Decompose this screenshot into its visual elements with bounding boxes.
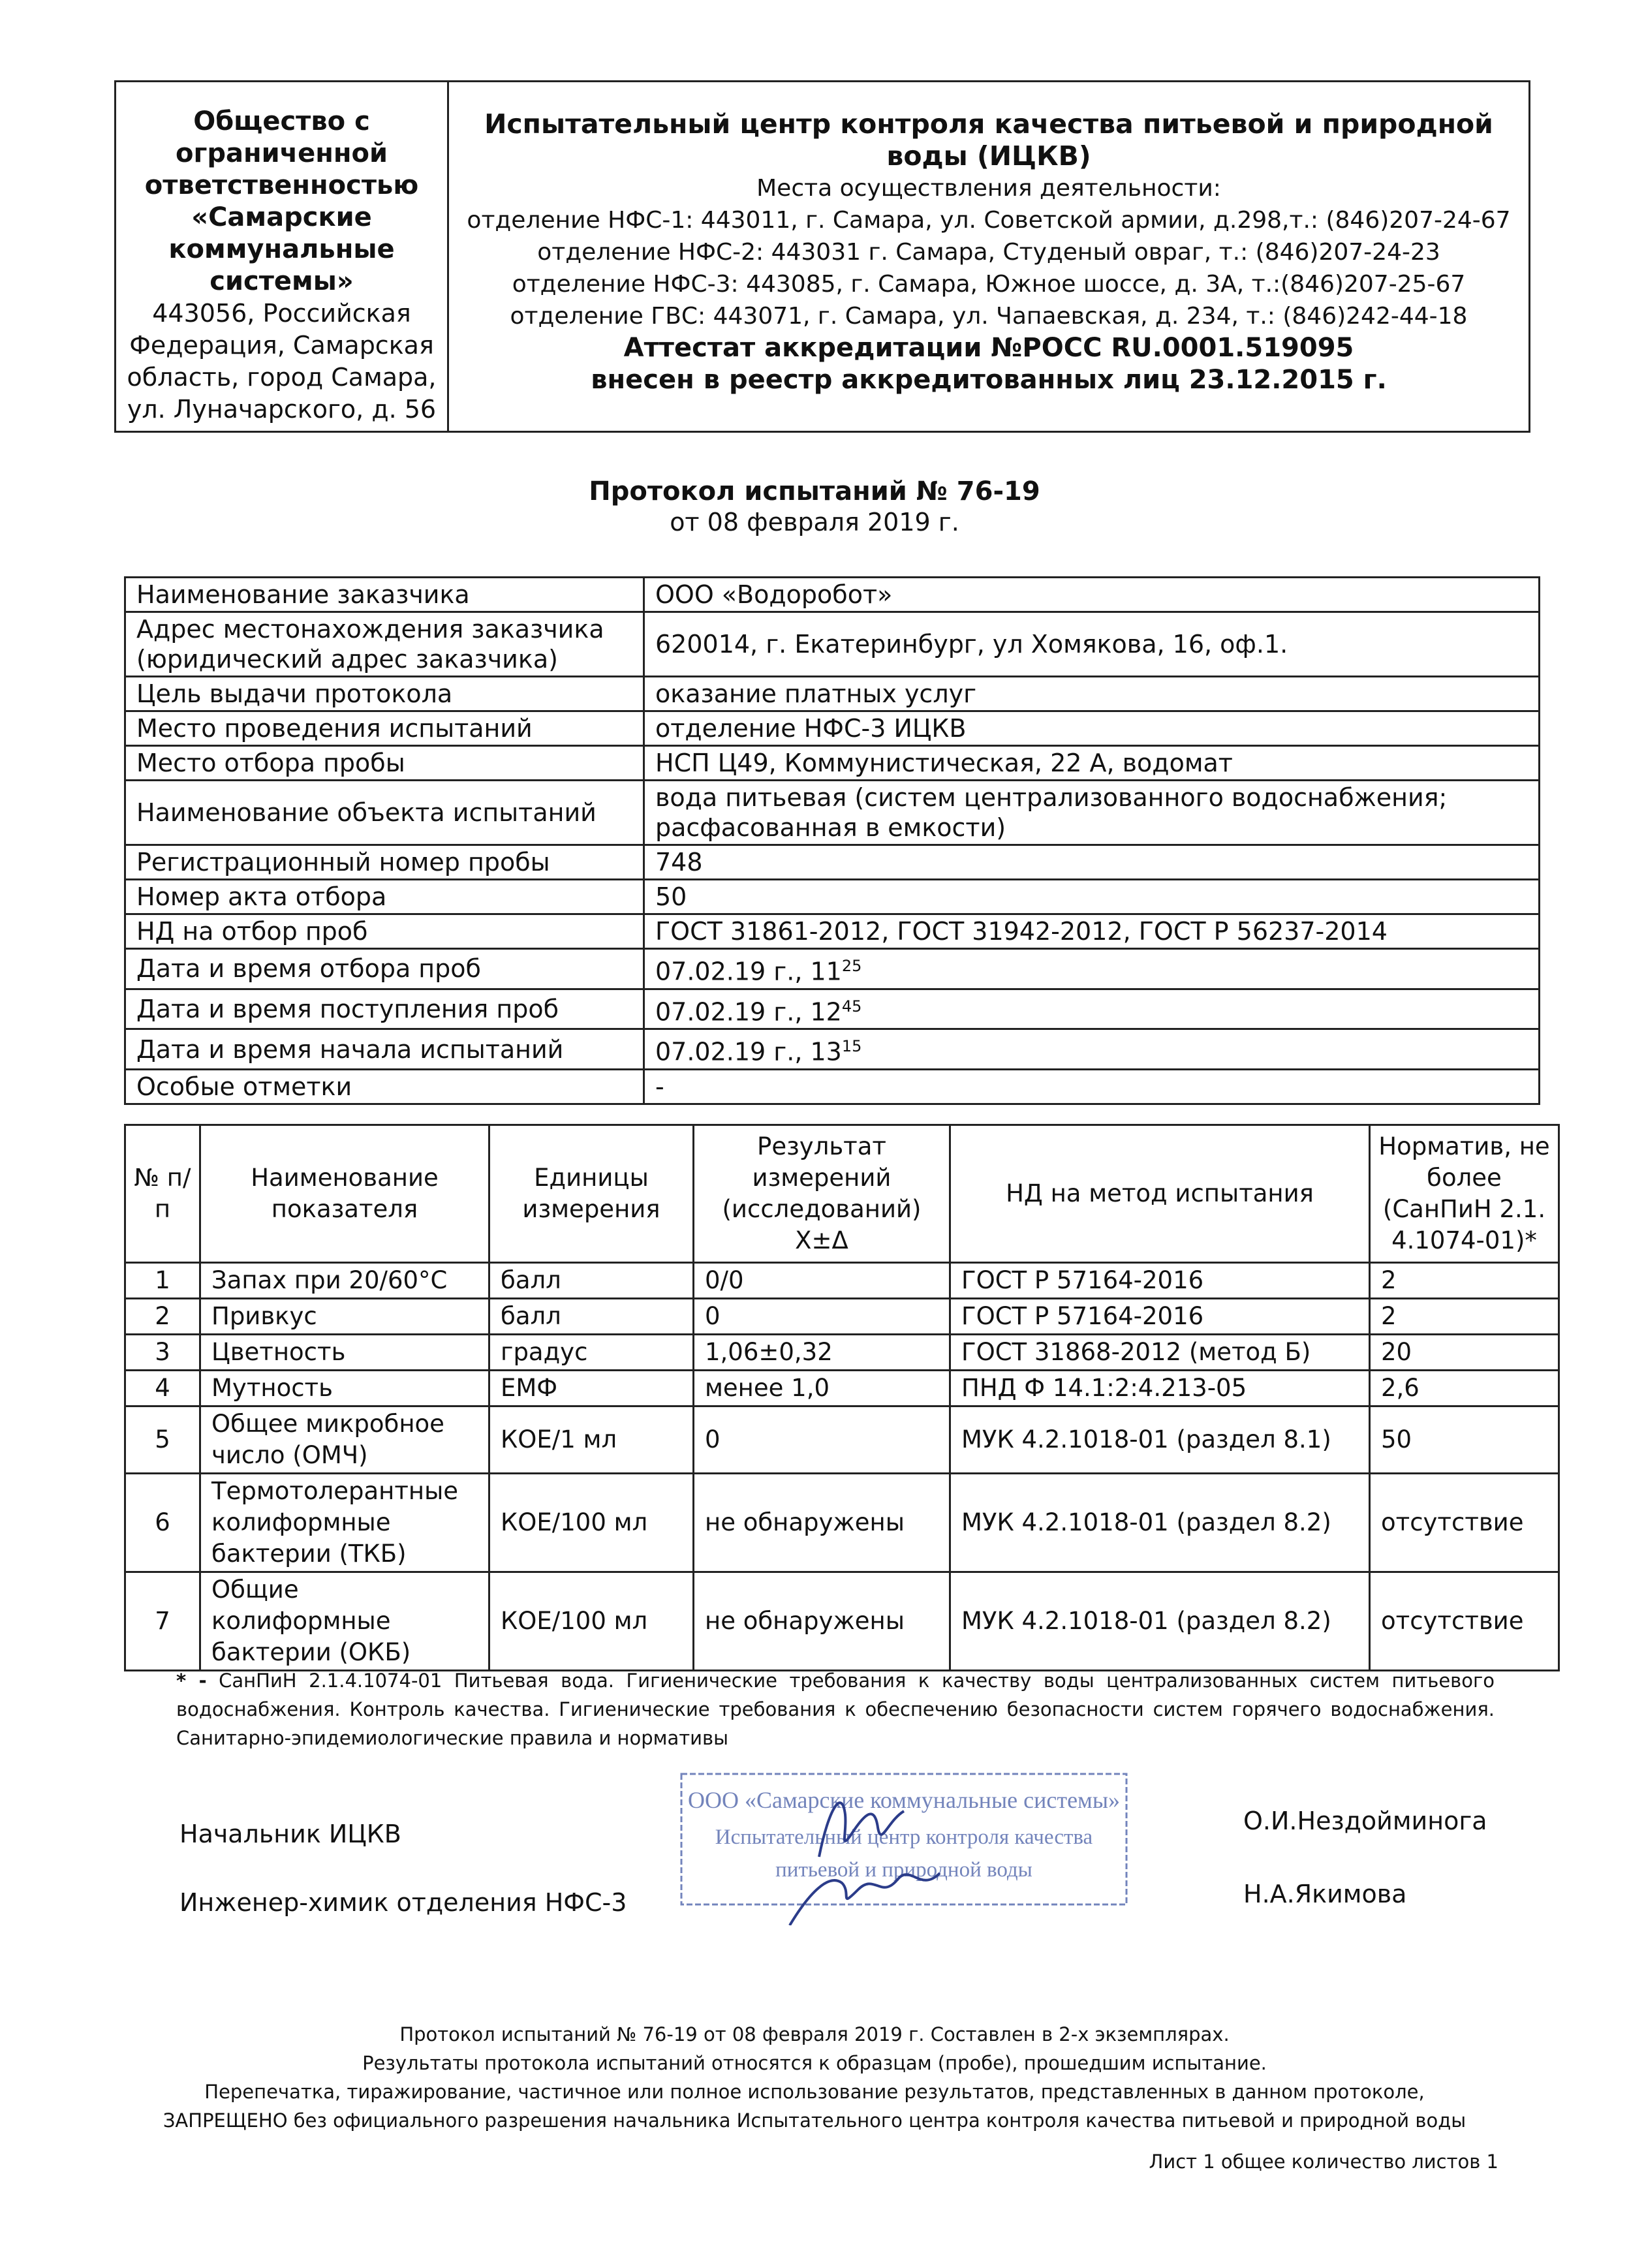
info-row [125, 578, 1540, 612]
result-unit: балл [489, 1263, 694, 1299]
result-row [125, 1263, 1559, 1299]
info-value-text: 07.02.19 г., 11 [655, 957, 842, 986]
header-norm: Норматив, не более (СанПиН 2.1. 4.1074-01)* [1370, 1125, 1559, 1263]
result-method: ПНД Ф 14.1:2:4.213-05 [950, 1371, 1370, 1406]
branch-gvs: отделение ГВС: 443071, г. Самара, ул. Чапаевская, д. 234, т.: (846)242-44-18 [510, 303, 1468, 330]
info-key: НД на отбор проб [125, 914, 644, 949]
info-row [125, 880, 1540, 914]
info-key: Наименование заказчика [125, 578, 644, 612]
info-value [644, 711, 1540, 746]
result-unit: КОЕ/100 мл [489, 1572, 694, 1671]
info-value-text: - [655, 1072, 664, 1101]
result-value: 1,06±0,32 [694, 1335, 950, 1371]
info-value-text: 07.02.19 г., 12 [655, 997, 842, 1027]
header-result: Результат измерений (исследований) X±Δ [694, 1125, 950, 1263]
results-header-row [125, 1125, 1559, 1263]
organization-stamp [679, 1769, 1129, 1925]
info-key: Наименование объекта испытаний [125, 781, 644, 845]
info-value [644, 1029, 1540, 1070]
info-row [125, 677, 1540, 711]
info-row [125, 746, 1540, 781]
result-unit: КОЕ/1 мл [489, 1406, 694, 1474]
info-value [644, 1069, 1540, 1104]
result-unit: балл [489, 1299, 694, 1335]
result-indicator: Привкус [200, 1299, 489, 1335]
info-row [125, 845, 1540, 880]
info-key: Адрес местонахождения заказчика (юридический адрес заказчика) [125, 612, 644, 677]
info-value [644, 880, 1540, 914]
result-method: ГОСТ Р 57164-2016 [950, 1263, 1370, 1299]
info-value-text: ГОСТ 31861-2012, ГОСТ 31942-2012, ГОСТ Р 56237-2014 [655, 917, 1388, 946]
branch-nfs1: отделение НФС-1: 443011, г. Самара, ул. Советской армии, д.298,т.: (846)207-24-67 [467, 207, 1511, 234]
info-row [125, 1069, 1540, 1104]
info-row [125, 781, 1540, 845]
info-value-text: оказание платных услуг [655, 679, 977, 708]
result-method: МУК 4.2.1018-01 (раздел 8.2) [950, 1572, 1370, 1671]
test-center-title: Испытательный центр контроля качества питьевой и природной воды (ИЦКВ) [484, 108, 1493, 172]
result-num: 5 [125, 1406, 200, 1474]
footnote-text: СанПиН 2.1.4.1074-01 Питьевая вода. Гигиенические требования к качеству воды централизованных систем питьевого водоснабжения. Контроль качества. Гигиенические требования к обеспечению безопасности систем горячего водоснабжения. Санитарно-эпидемиологические правила и нормативы [176, 1670, 1495, 1749]
info-row [125, 1029, 1540, 1070]
info-value [644, 746, 1540, 781]
result-row [125, 1406, 1559, 1474]
page-count: Лист 1 общее количество листов 1 [1149, 2151, 1498, 2173]
footnote [176, 1666, 1495, 1752]
result-indicator: Общее микробное число (ОМЧ) [200, 1406, 489, 1474]
result-row [125, 1335, 1559, 1371]
footer-line-forbidden: ЗАПРЕЩЕНО без официального разрешения начальника Испытательного центра контроля качества питьевой и природной воды [163, 2109, 1466, 2132]
info-value [644, 781, 1540, 845]
result-method: ГОСТ Р 57164-2016 [950, 1299, 1370, 1335]
result-norm: 2 [1370, 1263, 1559, 1299]
time-minutes: 15 [841, 1037, 862, 1056]
result-unit: КОЕ/100 мл [489, 1474, 694, 1572]
result-value: не обнаружены [694, 1474, 950, 1572]
info-key: Дата и время поступления проб [125, 989, 644, 1029]
signature-role-engineer: Инженер-химик отделения НФС-3 [179, 1888, 627, 1917]
info-row [125, 989, 1540, 1029]
result-num: 2 [125, 1299, 200, 1335]
accreditation-number: Аттестат аккредитации №РОСС RU.0001.519095 [623, 333, 1354, 363]
footer-line-reprint: Перепечатка, тиражирование, частичное или полное использование результатов, представленных в данном протоколе, [204, 2081, 1425, 2103]
result-row [125, 1299, 1559, 1335]
protocol-title: Протокол испытаний № 76-19 [589, 476, 1040, 506]
info-key: Место отбора пробы [125, 746, 644, 781]
info-key: Номер акта отбора [125, 880, 644, 914]
organization-name: Общество с ограниченной ответственностью «Самарские коммунальные системы» [144, 106, 419, 296]
branch-nfs3: отделение НФС-3: 443085, г. Самара, Южное шоссе, д. 3А, т.:(846)207-25-67 [512, 271, 1466, 298]
info-value-text: отделение НФС-3 ИЦКВ [655, 714, 967, 743]
info-value-text: 620014, г. Екатеринбург, ул Хомякова, 16, оф.1. [655, 630, 1288, 659]
result-row [125, 1371, 1559, 1406]
result-norm: 2,6 [1370, 1371, 1559, 1406]
result-norm: 2 [1370, 1299, 1559, 1335]
result-value: 0/0 [694, 1263, 950, 1299]
result-num: 4 [125, 1371, 200, 1406]
result-method: ГОСТ 31868-2012 (метод Б) [950, 1335, 1370, 1371]
footer-line-copies: Протокол испытаний № 76-19 от 08 февраля 2019 г. Составлен в 2-х экземплярах. [399, 2023, 1230, 2045]
result-norm: 50 [1370, 1406, 1559, 1474]
signature-name-head: О.И.Нездойминога [1243, 1807, 1487, 1835]
organization-cell [116, 82, 448, 432]
info-key: Место проведения испытаний [125, 711, 644, 746]
info-key: Дата и время начала испытаний [125, 1029, 644, 1070]
info-value [644, 989, 1540, 1029]
header-method: НД на метод испытания [950, 1125, 1370, 1263]
info-value [644, 612, 1540, 677]
result-indicator: Цветность [200, 1335, 489, 1371]
signature-role-head: Начальник ИЦКВ [179, 1820, 401, 1848]
info-value-text: вода питьевая (систем централизованного водоснабжения; расфасованная в емкости) [655, 783, 1448, 842]
info-value [644, 914, 1540, 949]
info-key: Цель выдачи протокола [125, 677, 644, 711]
info-key: Дата и время отбора проб [125, 949, 644, 989]
info-value-text: ООО «Водоробот» [655, 580, 893, 609]
result-norm: отсутствие [1370, 1572, 1559, 1671]
organization-address: 443056, Российская Федерация, Самарская область, город Самара, ул. Луначарского, д. 56 [127, 299, 437, 424]
branch-nfs2: отделение НФС-2: 443031 г. Самара, Студеный овраг, т.: (846)207-24-23 [537, 239, 1440, 266]
info-value-text: НСП Ц49, Коммунистическая, 22 А, водомат [655, 749, 1233, 777]
info-row [125, 949, 1540, 989]
result-value: менее 1,0 [694, 1371, 950, 1406]
result-indicator: Мутность [200, 1371, 489, 1406]
registry-date: внесен в реестр аккредитованных лиц 23.12.2015 г. [591, 365, 1387, 395]
info-key: Особые отметки [125, 1069, 644, 1104]
result-num: 3 [125, 1335, 200, 1371]
info-value [644, 677, 1540, 711]
result-row [125, 1572, 1559, 1671]
result-value: 0 [694, 1406, 950, 1474]
result-value: не обнаружены [694, 1572, 950, 1671]
sample-info-table [124, 576, 1540, 1105]
result-indicator: Термотолерантные колиформные бактерии (ТКБ) [200, 1474, 489, 1572]
result-row [125, 1474, 1559, 1572]
svg-text:Испытательный центр контроля к: Испытательный центр контроля качества [715, 1825, 1093, 1849]
document-footer [0, 2020, 1629, 2135]
result-unit: градус [489, 1335, 694, 1371]
header-name: Наименование показателя [200, 1125, 489, 1263]
result-indicator: Общие колиформные бактерии (ОКБ) [200, 1572, 489, 1671]
result-method: МУК 4.2.1018-01 (раздел 8.2) [950, 1474, 1370, 1572]
result-indicator: Запах при 20/60°С [200, 1263, 489, 1299]
info-value-text: 748 [655, 848, 703, 877]
info-row [125, 914, 1540, 949]
info-row [125, 711, 1540, 746]
header-unit: Единицы измерения [489, 1125, 694, 1263]
protocol-date: от 08 февраля 2019 г. [670, 508, 959, 536]
result-norm: отсутствие [1370, 1474, 1559, 1572]
svg-text:питьевой и природной воды: питьевой и природной воды [775, 1858, 1032, 1882]
info-key: Регистрационный номер пробы [125, 845, 644, 880]
svg-text:ООО «Самарские коммунальные си: ООО «Самарские коммунальные системы» [687, 1787, 1121, 1813]
info-row [125, 612, 1540, 677]
header-num: № п/п [125, 1125, 200, 1263]
footer-line-results: Результаты протокола испытаний относятся к образцам (пробе), прошедшим испытание. [362, 2052, 1267, 2074]
info-value [644, 845, 1540, 880]
places-label: Места осуществления деятельности: [756, 175, 1221, 202]
results-table [124, 1124, 1560, 1671]
result-num: 7 [125, 1572, 200, 1671]
time-minutes: 45 [841, 997, 862, 1016]
organization-header [114, 80, 1530, 433]
result-value: 0 [694, 1299, 950, 1335]
result-norm: 20 [1370, 1335, 1559, 1371]
signature-name-engineer: Н.А.Якимова [1243, 1880, 1407, 1908]
time-minutes: 25 [841, 957, 862, 975]
footnote-mark: * - [176, 1670, 207, 1692]
result-unit: ЕМФ [489, 1371, 694, 1406]
info-value [644, 578, 1540, 612]
test-center-cell [448, 82, 1530, 432]
info-value [644, 949, 1540, 989]
result-num: 6 [125, 1474, 200, 1572]
info-value-text: 50 [655, 882, 687, 911]
info-value-text: 07.02.19 г., 13 [655, 1037, 842, 1066]
result-method: МУК 4.2.1018-01 (раздел 8.1) [950, 1406, 1370, 1474]
result-num: 1 [125, 1263, 200, 1299]
